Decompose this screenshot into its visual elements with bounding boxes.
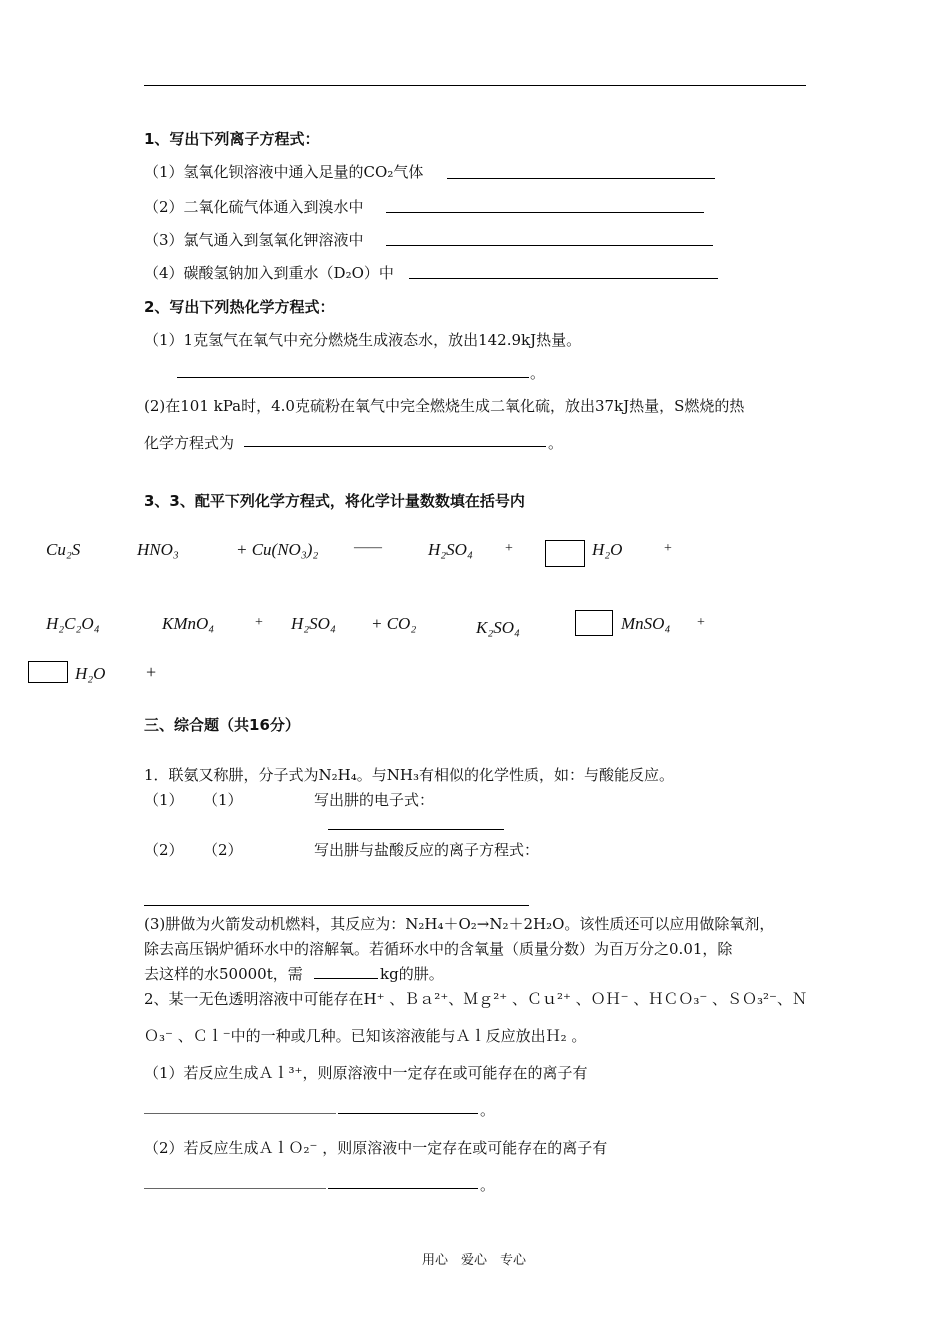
eq2-plus-1: +	[255, 615, 263, 630]
answer-blank-1-2[interactable]	[386, 212, 704, 213]
section2-item-2-line2: 化学方程式为	[144, 434, 235, 452]
q1-2-label-b: （2）	[203, 841, 243, 859]
section1-title: 1、写出下列离子方程式：	[144, 130, 320, 148]
eq1-coefficient-box[interactable]	[545, 540, 585, 567]
eq1-plus-1: +	[505, 541, 513, 556]
section1-item-4: （4）碳酸氢钠加入到重水（D₂O）中	[144, 264, 394, 282]
eq1-cu2s: Cu₂S	[46, 540, 81, 559]
eq2-h2so4: H₂SO₄	[291, 614, 336, 633]
q1-intro: 1．联氨又称肼，分子式为N₂H₄。与NH₃有相似的化学性质，如：与酸能反应。	[144, 766, 674, 784]
answer-blank-q1-3[interactable]	[314, 978, 378, 979]
q2-2-end: 。	[480, 1176, 496, 1194]
eq3-h2o: H₂O	[75, 664, 106, 683]
section1-item-2: （2）二氧化硫气体通入到溴水中	[144, 198, 364, 216]
section2-item-2-end: 。	[548, 434, 564, 452]
q2-1: （1）若反应生成Ａｌ³⁺，则原溶液中一定存在或可能存在的离子有	[144, 1064, 588, 1082]
q1-2-label-a: （2）	[144, 841, 184, 859]
section4-title: 三、综合题（共16分）	[144, 716, 300, 734]
q1-1-text: 写出肼的电子式：	[314, 791, 435, 809]
answer-blank-q1-2[interactable]	[144, 905, 529, 906]
q1-1-label-b: （1）	[203, 791, 243, 809]
answer-blank-1-3[interactable]	[386, 245, 713, 246]
q1-3-line1: (3)肼做为火箭发动机燃料，其反应为：N₂H₄＋O₂→N₂＋2H₂O。该性质还可以应用做除氧剂，	[144, 915, 775, 933]
answer-blank-1-1[interactable]	[447, 178, 715, 179]
eq2-kmno4: KMnO₄	[162, 614, 215, 633]
eq2-coefficient-box[interactable]	[575, 610, 613, 636]
section1-item-3: （3）氯气通入到氢氧化钾溶液中	[144, 231, 364, 249]
eq1-h2so4: H₂SO₄	[428, 540, 473, 559]
q1-3-line2: 除去高压锅炉循环水中的溶解氧。若循环水中的含氧量（质量分数）为百万分之0.01，除	[144, 940, 733, 958]
section2-item-1: （1）1克氢气在氧气中充分燃烧生成液态水，放出142.9kJ热量。	[144, 331, 582, 349]
eq3-plus: +	[146, 662, 157, 682]
eq1-plus-2: +	[664, 541, 672, 556]
q1-2-text: 写出肼与盐酸反应的离子方程式：	[314, 841, 540, 859]
page-footer: 用心 爱心 专心	[422, 1253, 527, 1268]
answer-blank-q1-1[interactable]	[328, 829, 504, 830]
q1-1-label-a: （1）	[144, 791, 184, 809]
answer-blank-2-1[interactable]	[177, 377, 529, 378]
answer-blank-q2-2-b[interactable]	[328, 1188, 478, 1189]
q1-3-line3-a: 去这样的水50000t，需	[144, 965, 303, 983]
eq2-co2: + CO₂	[371, 614, 417, 633]
answer-blank-1-4[interactable]	[409, 278, 718, 279]
eq2-plus-2: +	[697, 615, 705, 630]
q2-1-end: 。	[480, 1101, 496, 1119]
answer-blank-2-2[interactable]	[244, 446, 546, 447]
q1-3-line3-b: kg的肼。	[380, 965, 444, 983]
section3-title: 3、3、配平下列化学方程式，将化学计量数数填在括号内	[144, 492, 525, 510]
eq1-hno3: HNO₃	[137, 540, 179, 559]
section1-item-1: （1）氢氧化钡溶液中通入足量的CO₂气体	[144, 163, 424, 181]
eq1-arrow: ——	[354, 540, 382, 555]
eq3-coefficient-box[interactable]	[28, 661, 68, 683]
q2-line1: 2、某一无色透明溶液中可能存在H⁺ 、Ｂａ²⁺、Ｍｇ²⁺ 、Ｃｕ²⁺ 、ＯＨ⁻ 、ＨＣＯ₃⁻ 、ＳＯ₃²⁻、Ｎ	[144, 990, 807, 1008]
eq2-k2so4: K₂SO₄	[476, 618, 520, 637]
header-rule	[144, 85, 806, 86]
answer-blank-q2-2-a[interactable]	[144, 1188, 326, 1189]
q2-2: （2）若反应生成ＡｌＯ₂⁻ ，则原溶液中一定存在或可能存在的离子有	[144, 1139, 608, 1157]
eq2-h2c2o4: H₂C₂O₄	[46, 614, 100, 633]
section2-title: 2、写出下列热化学方程式：	[144, 298, 335, 316]
answer-blank-q2-1-a[interactable]	[144, 1113, 336, 1114]
section2-item-1-end: 。	[530, 364, 546, 382]
section2-item-2-line1: (2)在101 kPa时，4.0克硫粉在氧气中完全燃烧生成二氧化硫，放出37kJ热量，S燃烧的热	[144, 397, 745, 415]
q2-line2: Ｏ₃⁻ 、Ｃｌ⁻中的一种或几种。已知该溶液能与Ａｌ反应放出Ｈ₂ 。	[144, 1027, 587, 1045]
answer-blank-q2-1-b[interactable]	[338, 1113, 478, 1114]
eq1-h2o: H₂O	[592, 540, 623, 559]
eq2-mnso4: MnSO₄	[621, 614, 671, 633]
eq1-cuno32: + Cu(NO₃)₂	[236, 540, 319, 559]
